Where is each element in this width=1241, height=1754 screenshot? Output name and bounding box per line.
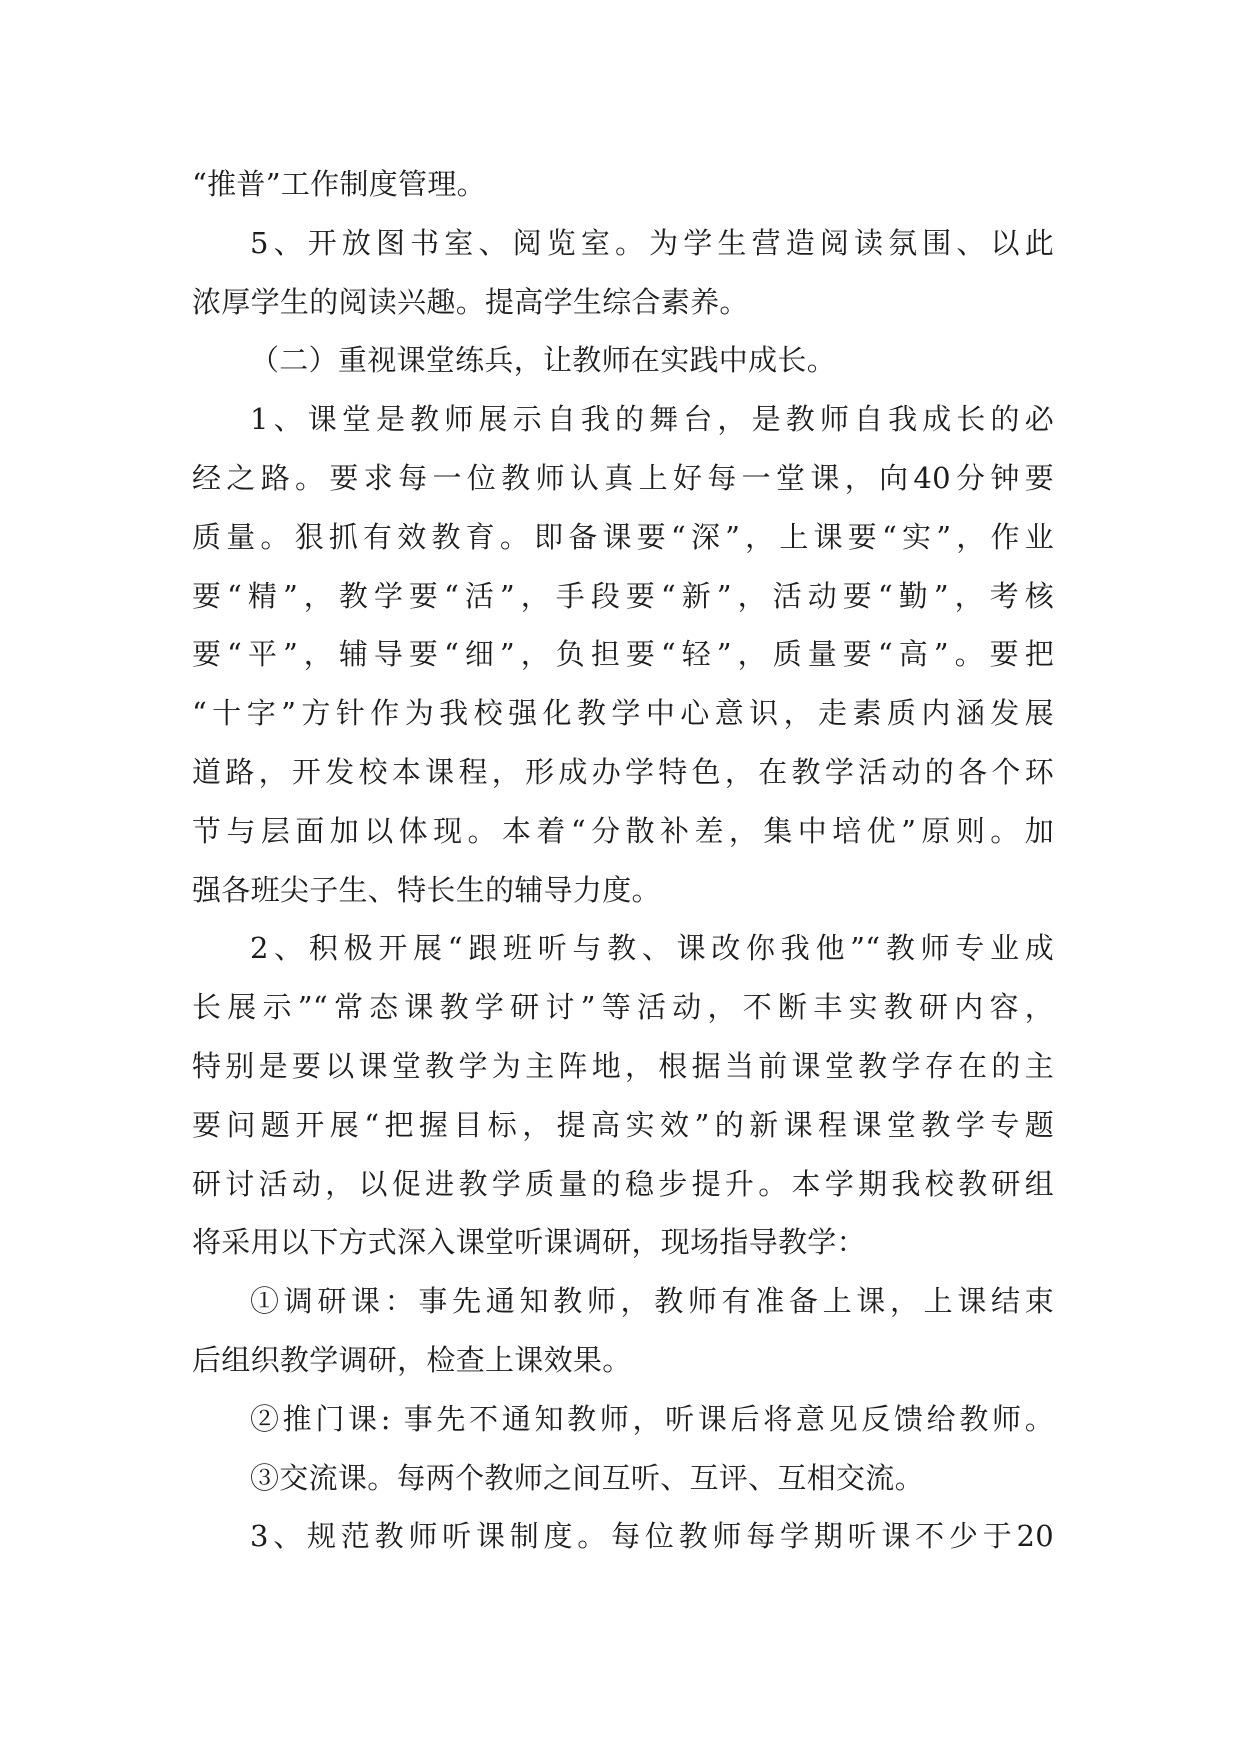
text-line: 3、规范教师听课制度。每位教师每学期听课不少于20 — [250, 1519, 1054, 1554]
text-line: 道路，开发校本课程，形成办学特色，在教学活动的各个环 — [192, 754, 1054, 789]
text-line: 强各班尖子生、特长生的辅导力度。 — [192, 872, 661, 907]
text-line: 后组织教学调研，检查上课效果。 — [192, 1342, 632, 1377]
text-line: 2、积极开展“跟班听与教、课改你我他”“教师专业成 — [250, 931, 1054, 966]
text-line: ③交流课。每两个教师之间互听、互评、互相交流。 — [250, 1460, 924, 1495]
text-line: 要问题开展“把握目标，提高实效”的新课程课堂教学专题 — [192, 1107, 1054, 1142]
text-line: ②推门课: 事先不通知教师，听课后将意见反馈给教师。 — [250, 1401, 1054, 1436]
text-line: 1、课堂是教师展示自我的舞台，是教师自我成长的必 — [250, 402, 1054, 437]
text-line: 质量。狠抓有效教育。即备课要“深”，上课要“实”，作业 — [192, 519, 1054, 554]
text-line: 研讨活动，以促进教学质量的稳步提升。本学期我校教研组 — [192, 1166, 1054, 1201]
text-line: “十字”方针作为我校强化教学中心意识，走素质内涵发展 — [192, 696, 1054, 731]
text-line: 特别是要以课堂教学为主阵地，根据当前课堂教学存在的主 — [192, 1048, 1054, 1083]
text-line: （二）重视课堂练兵，让教师在实践中成长。 — [250, 343, 837, 378]
text-line: 将采用以下方式深入课堂听课调研，现场指导教学： — [192, 1225, 866, 1260]
text-line: 5、开放图书室、阅览室。为学生营造阅读氛围、以此 — [250, 225, 1054, 260]
text-line: ①调研课：事先通知教师，教师有准备上课，上课结束 — [250, 1284, 1054, 1319]
document-body — [192, 155, 1054, 1566]
text-line: 节与层面加以体现。本着“分散补差，集中培优”原则。加 — [192, 813, 1054, 848]
text-line: 浓厚学生的阅读兴趣。提高学生综合素养。 — [192, 284, 749, 319]
text-line: 要“平”，辅导要“细”，负担要“轻”，质量要“高”。要把 — [192, 637, 1054, 672]
text-line: “推普”工作制度管理。 — [192, 167, 486, 201]
text-line: 要“精”，教学要“活”，手段要“新”，活动要“勤”，考核 — [192, 578, 1054, 613]
text-line: 长展示”“常态课教学研讨”等活动，不断丰实教研内容， — [192, 990, 1054, 1025]
text-line: 经之路。要求每一位教师认真上好每一堂课，向40分钟要 — [192, 460, 1054, 495]
